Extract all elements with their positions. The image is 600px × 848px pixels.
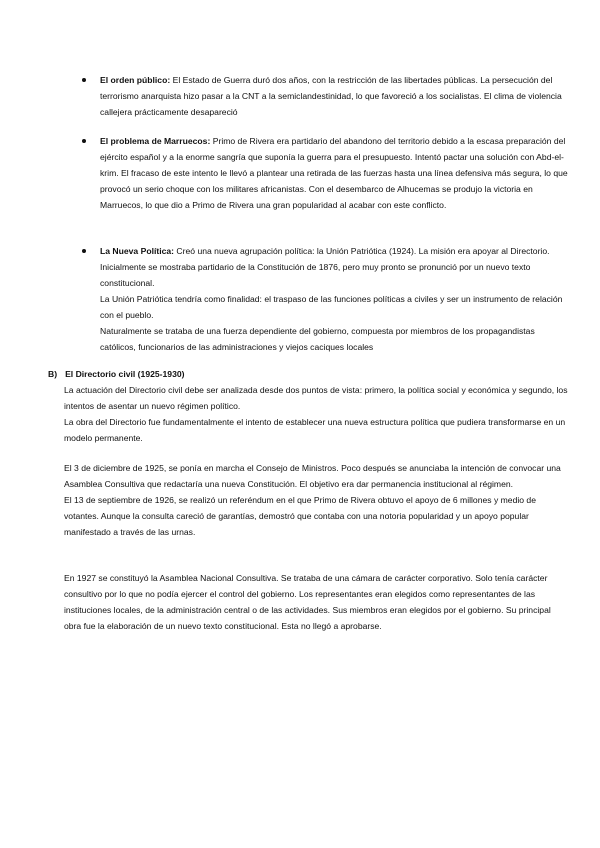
section-block-3 (64, 570, 569, 634)
section-paragraph: La obra del Directorio fue fundamentalmente el intento de establecer una nueva estructura política que pudiera transformarse en un modelo permanente. (64, 417, 566, 443)
bullet-marruecos (82, 133, 572, 213)
term-separator: : (171, 246, 175, 256)
bullet-paragraph: La Unión Patriótica tendría como finalidad: el traspaso de las funciones políticas a civiles y ser un instrumento de relación con el pueblo. (100, 294, 563, 320)
term-separator: : (167, 75, 171, 85)
bullet-paragraph: Naturalmente se trataba de una fuerza dependiente del gobierno, compuesta por miembros de los propagandistas católicos, funcionarios de las administraciones y viejos caciques locales (100, 326, 535, 352)
bullet-term: El orden público (100, 75, 168, 85)
term-separator: : (207, 136, 211, 146)
bullet-text: Creó una nueva agrupación política: la Unión Patriótica (1924). La misión era apoyar al Directorio. Inicialmente se mostraba partidario de la Constitución de 1876, pero muy pronto se pronunció por un nuevo texto constitucional. (100, 246, 550, 288)
bullet-marker (82, 139, 86, 143)
section-title: El Directorio civil (1925-1930) (65, 369, 185, 379)
bullet-paragraph (100, 243, 572, 291)
section-block-1 (64, 382, 569, 446)
bullet-marker (82, 249, 86, 253)
bullet-term: La Nueva Política (100, 246, 172, 256)
bullet-paragraph (100, 133, 572, 213)
section-paragraph: En 1927 se constituyó la Asamblea Nacional Consultiva. Se trataba de una cámara de carácter corporativo. Solo tenía carácter consultivo por lo que no podía ejercer el control del gobierno. Los representantes eran elegidos como representantes de las instituciones locales, de la administración central o de las actividades. Sus miembros eran elegidos por el gobierno. Su principal obra fue la elaboración de un nuevo texto constitucional. Esta no llegó a aprobarse. (64, 573, 551, 631)
section-paragraph: El 13 de septiembre de 1926, se realizó un referéndum en el que Primo de Rivera obtuvo el apoyo de 6 millones y medio de votantes. Aunque la consulta careció de garantías, demostró que contaba con una notoria popularidad y un apoyo popular manifestado a través de las urnas. (64, 495, 536, 537)
bullet-text: Primo de Rivera era partidario del abandono del territorio debido a la escasa preparación del ejército español y a la enorme sangría que suponía la guerra para el presupuesto. Intentó pactar una solución con Abd-el-krim. El fracaso de este intento le llevó a plantear una retirada de las fuerzas hasta una línea defensiva más segura, lo que provocó un serio choque con los militares africanistas. Con el desembarco de Alhucemas se produjo la victoria en Marruecos, lo que dio a Primo de Rivera una gran popularidad al acabar con este conflicto. (100, 136, 568, 210)
section-paragraph: La actuación del Directorio civil debe ser analizada desde dos puntos de vista: primero, la política social y económica y segundo, los intentos de asentar un nuevo régimen político. (64, 385, 568, 411)
bullet-orden-publico (82, 72, 572, 120)
section-paragraph: El 3 de diciembre de 1925, se ponía en marcha el Consejo de Ministros. Poco después se anunciaba la intención de convocar una Asamblea Consultiva que redactaría una nueva Constitución. El objetivo era dar permanencia institucional al régimen. (64, 463, 561, 489)
bullet-term: El problema de Marruecos (100, 136, 208, 146)
bullet-text: El Estado de Guerra duró dos años, con la restricción de las libertades públicas. La persecución del terrorismo anarquista hizo pasar a la CNT a la semiclandestinidad, lo que favoreció a los socialistas. El clima de violencia callejera prácticamente desapareció (100, 75, 562, 117)
bullet-paragraph (100, 72, 572, 120)
bullet-marker (82, 78, 86, 82)
section-block-2 (64, 460, 569, 540)
section-letter: B) (48, 369, 58, 379)
bullet-nueva-politica (82, 243, 572, 355)
section-heading (48, 366, 185, 382)
